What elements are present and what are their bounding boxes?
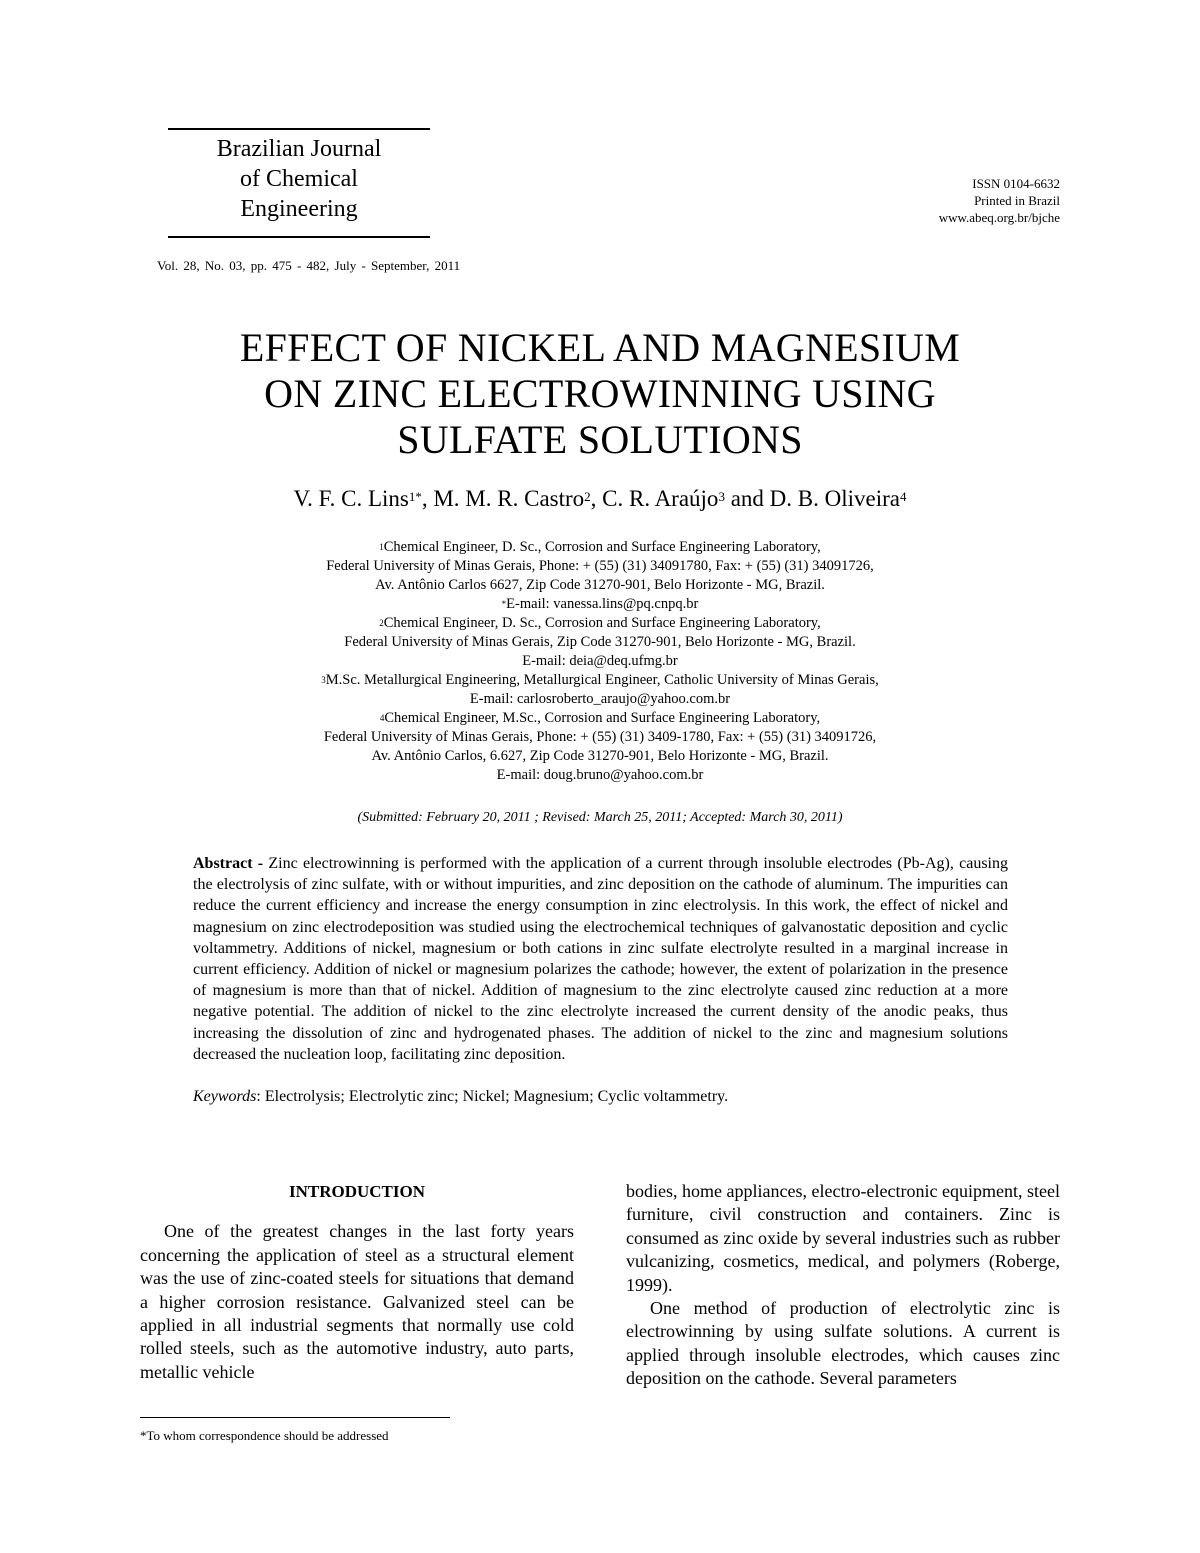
affiliation-mark: 1 [379,542,384,552]
journal-name-line: Brazilian Journal [216,136,382,162]
author-affiliation-mark: 4 [899,489,907,504]
keywords [193,1086,1008,1107]
email-text: E-mail: vanessa.lins@pq.cnpq.br [506,596,699,612]
title-line: SULFATE SOLUTIONS [397,417,803,462]
masthead-bottom-rule [168,236,430,238]
title-line: EFFECT OF NICKEL AND MAGNESIUM [239,325,961,370]
affiliation-text: M.Sc. Metallurgical Engineering, Metallurgical Engineer, Catholic University of Minas Gerais, [325,672,879,688]
volume-line: Vol. 28, No. 03, pp. 475 - 482, July - September, 2011 [157,258,461,273]
title-line: ON ZINC ELECTROWINNING USING [264,371,936,416]
affiliation-line: E-mail: doug.bruno@yahoo.com.br [496,767,704,783]
affiliation-line: E-mail: carlosroberto_araujo@yahoo.com.br [469,691,731,707]
body-paragraph: One method of production of electrolytic zinc is electrowinning by using sulfate solutions. A current is applied through insoluble electrodes, which causes zinc deposition on the cathode. Several parameters [626,1298,1060,1389]
footnote-rule [140,1417,450,1418]
affiliation-line [150,538,1050,557]
issn: ISSN 0104-6632 [972,176,1060,191]
journal-masthead [168,128,430,238]
affiliation-line: Av. Antônio Carlos, 6.627, Zip Code 31270-901, Belo Horizonte - MG, Brazil. [371,748,829,764]
right-column [626,1180,1060,1391]
author-name: V. F. C. Lins [293,486,409,511]
affiliation-mark: 4 [379,713,385,723]
affiliation-line [150,595,1050,614]
submission-dates: (Submitted: February 20, 2011 ; Revised: March 25, 2011; Accepted: March 30, 2011) [357,810,843,825]
author-separator: and [724,486,770,511]
left-column [140,1180,574,1384]
author-separator: , [421,486,434,511]
author-name: D. B. Oliveira [769,486,900,511]
affiliation-line: Federal University of Minas Gerais, Phone: + (55) (31) 34091780, Fax: + (55) (31) 34091726, [326,558,874,574]
author-separator: , [590,486,603,511]
author-list [150,484,1050,514]
affiliation-mark: 3 [321,675,326,685]
author-name: M. M. R. Castro [433,486,585,511]
affiliations [150,538,1050,785]
section-heading: INTRODUCTION [288,1182,426,1201]
affiliation-text: Chemical Engineer, D. Sc., Corrosion and Surface Engineering Laboratory, [383,615,821,631]
author-affiliation-mark: 3 [718,489,725,504]
body-paragraph: One of the greatest changes in the last forty years concerning the application of steel as a structural element was the use of zinc-coated steels for situations that demand a higher corrosion resistance. Galvanized steel can be applied in all industrial segments that normally use cold rolled steels, such as the automotive industry, auto parts, metallic vehicle [140,1221,574,1382]
issn-block [939,175,1060,226]
affiliation-mark: 2 [379,618,384,628]
affiliation-line: Federal University of Minas Gerais, Phone: + (55) (31) 3409-1780, Fax: + (55) (31) 34091726, [323,729,877,745]
affiliation-line: Av. Antônio Carlos 6627, Zip Code 31270-901, Belo Horizonte - MG, Brazil. [375,577,825,593]
paper-title [150,325,1050,463]
abstract-label: Abstract - [193,855,264,872]
journal-name-line: Engineering [240,196,358,222]
abstract-text: Zinc electrowinning is performed with the application of a current through insoluble electrodes (Pb-Ag), causing the electrolysis of zinc sulfate, with or without impurities, and zinc deposition on the cathode of aluminum. The impurities can reduce the current efficiency and increase the energy consumption in zinc electrolysis. In this work, the effect of nickel and magnesium on zinc electrodeposition was studied using the electrochemical techniques of galvanostatic deposition and cyclic voltammetry. Additions of nickel, magnesium or both cations in zinc sulfate electrolyte resulted in a marginal increase in current efficiency. Addition of nickel or magnesium polarizes the cathode; however, the extent of polarization in the presence of magnesium is more than that of nickel. Addition of magnesium to the zinc electrolyte caused zinc reduction at a more negative potential. The addition of nickel to the zinc electrolyte increased the current density of the anodic peaks, thus increasing the dissolution of zinc and hydrogenated phases. The addition of nickel to the zinc and magnesium solutions decreased the nucleation loop, facilitating zinc deposition. [193,855,1008,1063]
affiliation-mark: * [501,599,507,609]
body-paragraph: bodies, home appliances, electro-electronic equipment, steel furniture, civil construction and containers. Zinc is consumed as zinc oxide by several industries such as rubber vulcanizing, cosmetics, medical, and polymers (Roberge, 1999). [626,1181,1060,1295]
affiliation-line: E-mail: deia@deq.ufmg.br [522,653,678,669]
footnote: *To whom correspondence should be addressed [140,1428,389,1443]
author-affiliation-mark: 1* [408,489,422,504]
affiliation-text: Chemical Engineer, D. Sc., Corrosion and Surface Engineering Laboratory, [383,539,821,555]
journal-name-line: of Chemical [240,166,358,192]
author-name: C. R. Araújo [602,486,719,511]
affiliation-line [150,614,1050,633]
affiliation-text: Chemical Engineer, M.Sc., Corrosion and Surface Engineering Laboratory, [384,710,821,726]
affiliation-line: Federal University of Minas Gerais, Zip Code 31270-901, Belo Horizonte - MG, Brazil. [344,634,856,650]
journal-website: www.abeq.org.br/bjche [938,210,1060,225]
printed-in: Printed in Brazil [974,193,1060,208]
affiliation-line [150,709,1050,728]
journal-name [168,130,430,236]
affiliation-line [150,671,1050,690]
author-affiliation-mark: 2 [584,489,591,504]
keywords-text: : Electrolysis; Electrolytic zinc; Nickel; Magnesium; Cyclic voltammetry. [256,1088,729,1105]
keywords-label: Keywords [193,1088,257,1105]
abstract [193,853,1008,1065]
